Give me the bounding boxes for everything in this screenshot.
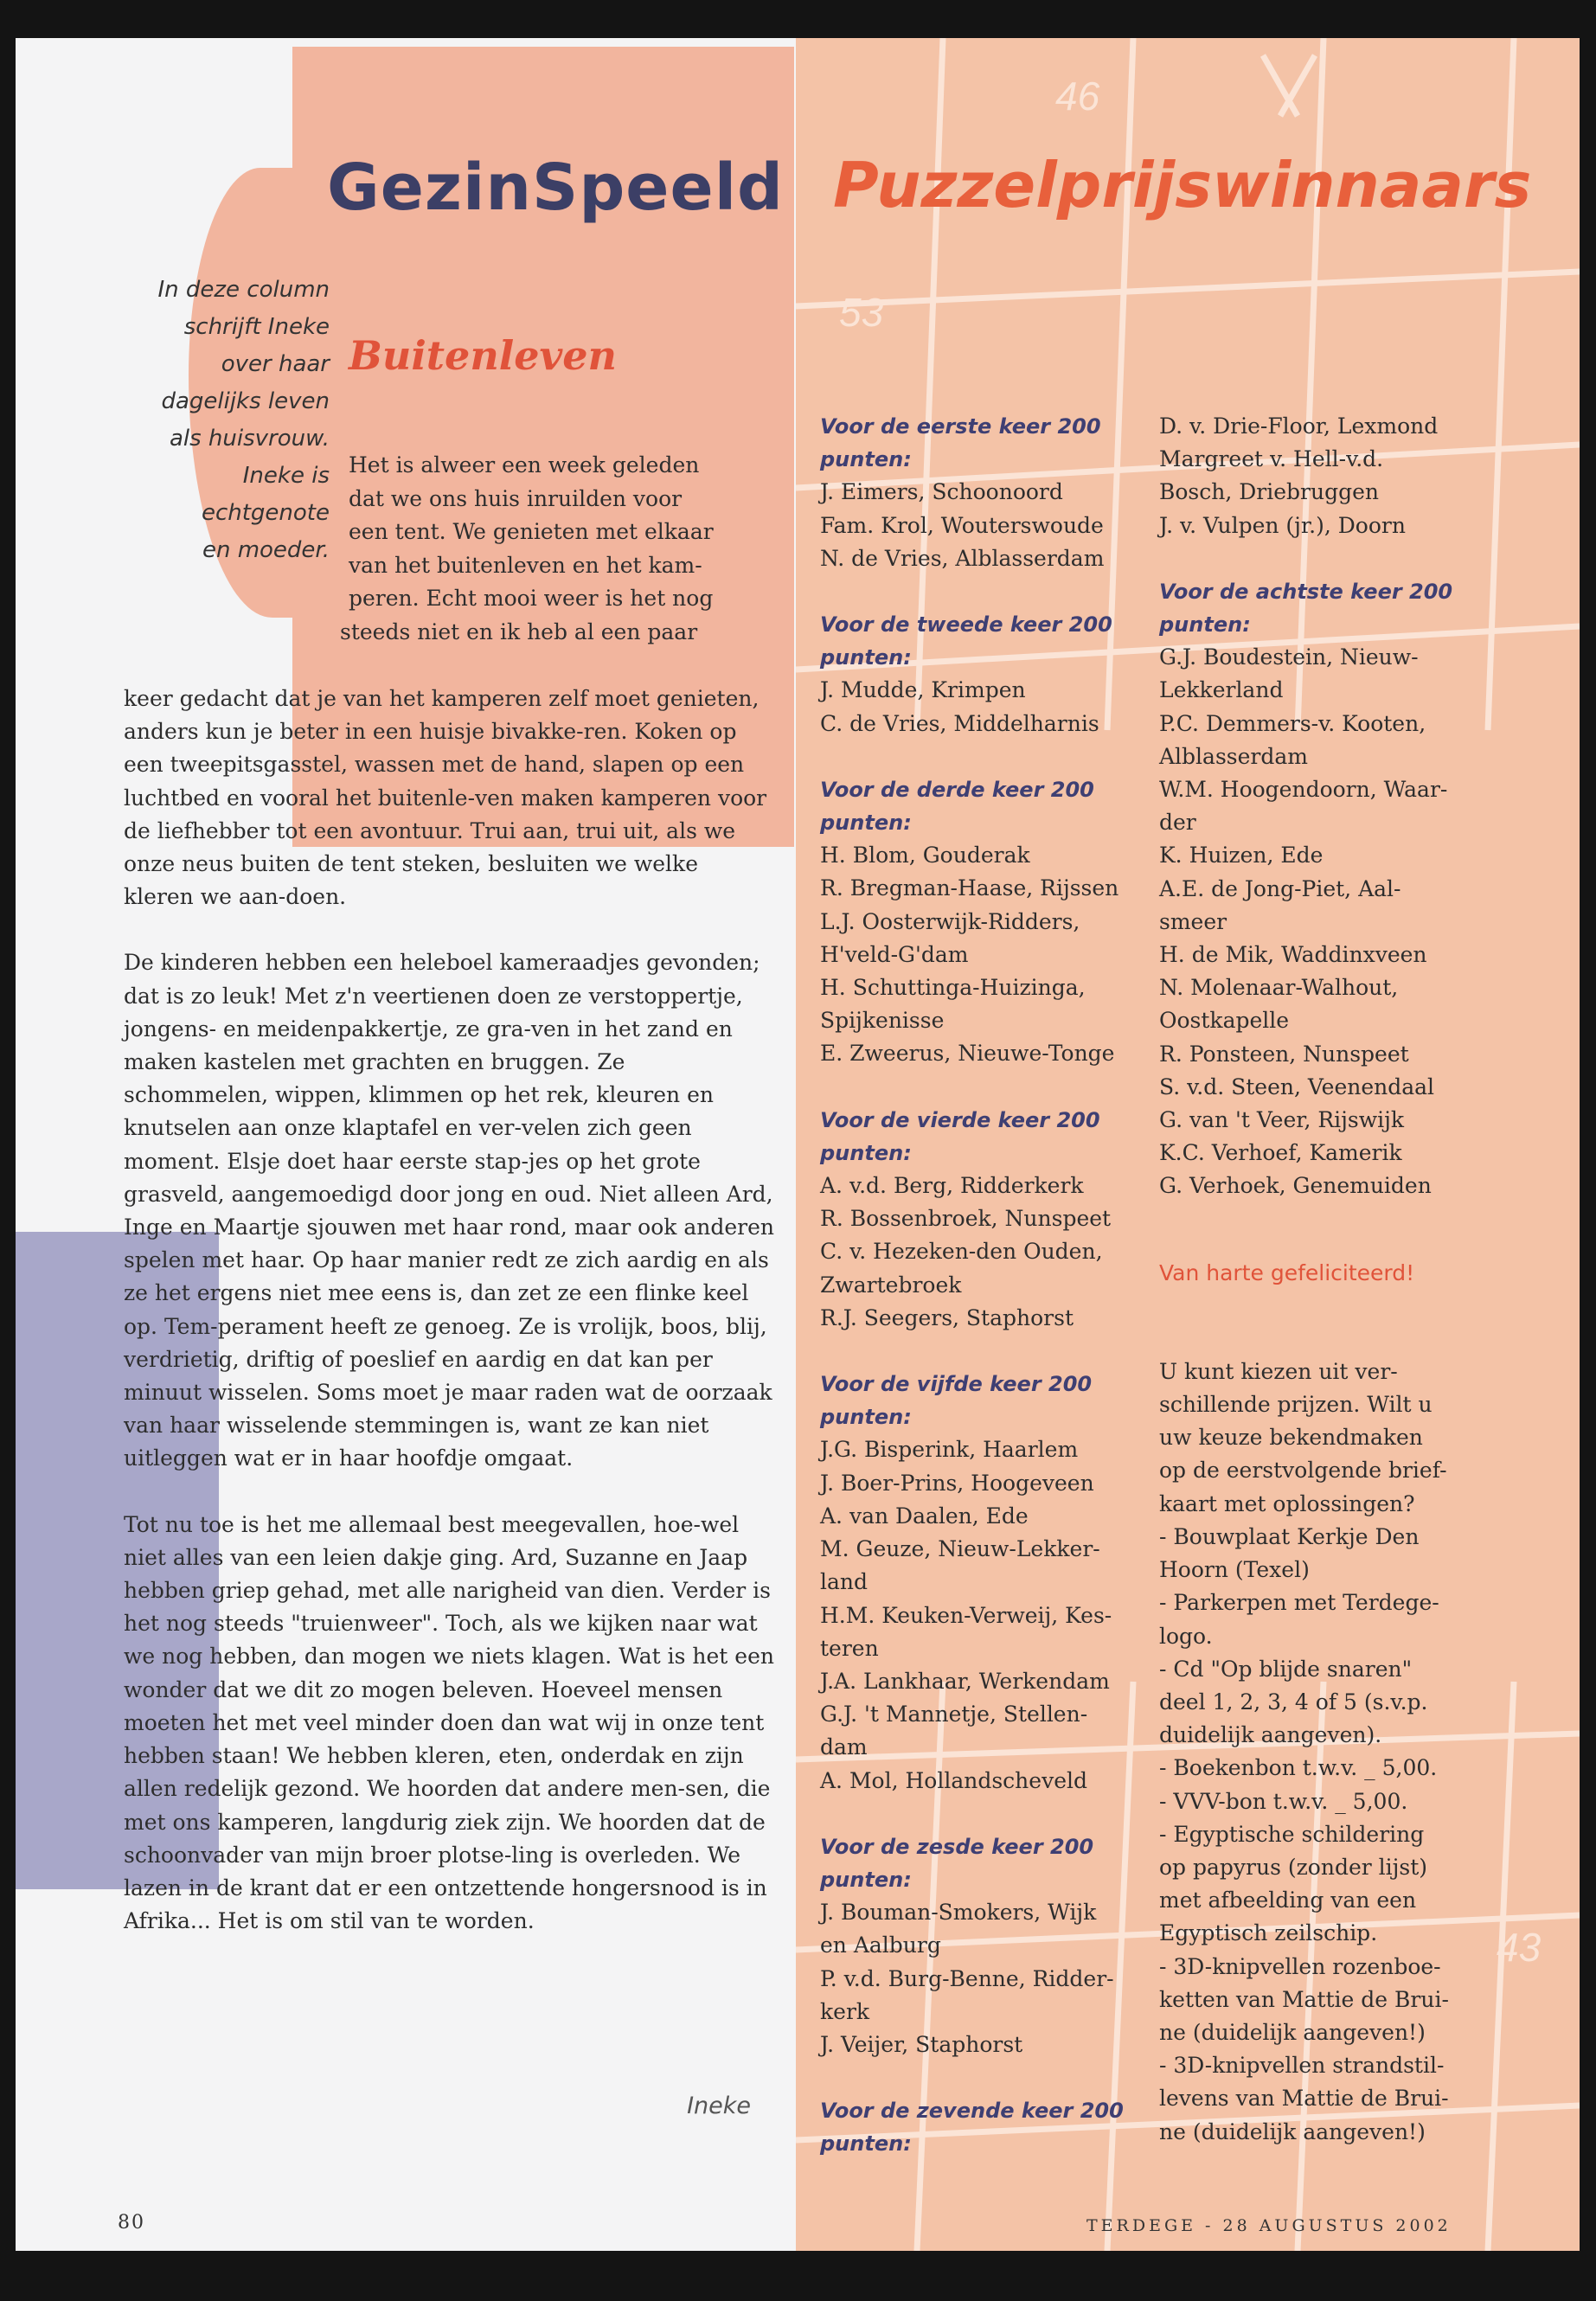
winner-name: H. Blom, Gouderak <box>820 843 1030 868</box>
winner-name: M. Geuze, Nieuw-Lekker- <box>820 1536 1100 1562</box>
prize-item: - Boekenbon t.w.v. _ 5,00. <box>1159 1755 1438 1781</box>
prize-item: - VVV-bon t.w.v. _ 5,00. <box>1159 1788 1408 1814</box>
winner-name: J. Bouman-Smokers, Wijk <box>820 1900 1097 1926</box>
winner-name: Margreet v. Hell-v.d. <box>1159 446 1384 472</box>
intro-line: dagelijks leven <box>161 388 330 414</box>
heading-line: Voor de derde keer 200 <box>820 777 1094 802</box>
prize-item: levens van Mattie de Brui- <box>1159 2086 1449 2112</box>
congratulations-text: Van harte gefeliciteerd! <box>1159 1259 1415 1285</box>
winner-name: R. Bossenbroek, Nunspeet <box>820 1206 1112 1232</box>
winner-name: Lekkerland <box>1159 677 1284 703</box>
group-heading <box>820 410 1157 476</box>
prize-list <box>1159 1521 1488 2149</box>
prize-item: - 3D-knipvellen rozenboe- <box>1159 1953 1441 1979</box>
winner-group <box>820 2094 1157 2160</box>
winner-group <box>820 1368 1157 1798</box>
intro-line: en moeder. <box>202 537 330 563</box>
prize-intro-line: schillende prijzen. Wilt u <box>1159 1392 1433 1418</box>
heading-line: Voor de vierde keer 200 <box>820 1107 1100 1132</box>
lead-line: van het buitenleven en het kam- <box>349 552 702 578</box>
winner-name: Bosch, Driebruggen <box>1159 479 1379 505</box>
winner-name: N. de Vries, Alblasserdam <box>820 545 1105 571</box>
winner-group <box>1159 575 1488 1203</box>
heading-line: Voor de eerste keer 200 <box>820 414 1101 439</box>
winner-name: P.C. Demmers-v. Kooten, <box>1159 710 1426 736</box>
puzzle-winners-title: Puzzelprijswinnaars <box>833 149 1532 221</box>
winner-group <box>820 773 1157 1071</box>
winner-name: Fam. Krol, Wouterswoude <box>820 512 1104 538</box>
lead-line: een tent. We genieten met elkaar <box>349 519 714 544</box>
intro-line: over haar <box>221 351 330 377</box>
group-heading <box>820 2094 1157 2160</box>
heading-line: Voor de zevende keer 200 <box>820 2099 1124 2124</box>
winner-group <box>820 1104 1157 1335</box>
prize-intro-line: op de eerstvolgende brief- <box>1159 1458 1447 1484</box>
prize-item: ne (duidelijk aangeven!) <box>1159 2118 1426 2144</box>
heading-line: punten: <box>820 2131 912 2157</box>
prize-item: - 3D-knipvellen strandstil- <box>1159 2053 1445 2079</box>
winner-name: E. Zweerus, Nieuwe-Tonge <box>820 1041 1115 1067</box>
heading-line: Voor de vijfde keer 200 <box>820 1372 1093 1397</box>
winner-name: J.A. Lankhaar, Werkendam <box>820 1668 1110 1694</box>
article-body <box>124 683 774 1971</box>
prize-item: - Parkerpen met Terdege- <box>1159 1590 1439 1616</box>
lead-line: peren. Echt mooi weer is het nog <box>349 586 714 611</box>
article-lead <box>340 449 755 649</box>
winner-name: H'veld-G'dam <box>820 941 969 967</box>
column-intro <box>98 272 330 569</box>
intro-line: schrijft Ineke <box>183 314 330 340</box>
winner-name: Zwartebroek <box>820 1272 962 1298</box>
prize-item: ketten van Mattie de Brui- <box>1159 1986 1449 2012</box>
prize-item: duidelijk aangeven). <box>1159 1722 1382 1748</box>
group-heading <box>820 608 1157 674</box>
winner-name: Alblasserdam <box>1159 743 1308 769</box>
winner-name: Spijkenisse <box>820 1008 945 1034</box>
prize-item: Hoorn (Texel) <box>1159 1557 1310 1583</box>
winner-name: A. v.d. Berg, Ridderkerk <box>820 1173 1084 1199</box>
prize-item: deel 1, 2, 3, 4 of 5 (s.v.p. <box>1159 1689 1428 1715</box>
winner-name: G. van 't Veer, Rijswijk <box>1159 1107 1405 1133</box>
grid-number: 53 <box>839 290 884 335</box>
winner-name: R. Bregman-Haase, Rijssen <box>820 875 1119 901</box>
winner-name: J. v. Vulpen (jr.), Doorn <box>1159 512 1406 538</box>
winner-name: R. Ponsteen, Nunspeet <box>1159 1041 1409 1067</box>
magazine-spread <box>16 38 1580 2251</box>
winner-name: S. v.d. Steen, Veenendaal <box>1159 1074 1435 1099</box>
winner-name: N. Molenaar-Walhout, <box>1159 975 1399 1001</box>
winner-name: P. v.d. Burg-Benne, Ridder- <box>820 1965 1114 1991</box>
heading-line: punten: <box>820 447 912 472</box>
winner-name: en Aalburg <box>820 1932 941 1958</box>
winner-group <box>820 410 1157 575</box>
paragraph: De kinderen hebben een heleboel kameraadjes gevonden; dat is zo leuk! Met z'n veertienen doen ze verstoppertje, jongens- en meidenpakkertje, ze gra-ven in het zand en maken kastelen met grachten en bruggen. Ze schommelen, wippen, klimmen op het rek, kleuren en knutselen aan onze klaptafel en ver-velen zich geen moment. Elsje doet haar eerste stap-jes op het grote grasveld, aangemoedigd door jong en oud. Niet alleen Ard, Inge en Maartje sjouwen met haar rond, maar ook anderen spelen met haar. Op haar manier redt ze zich aardig en als ze het ergens niet mee eens is, dan zet ze een flinke keel op. Tem-perament heeft ze genoeg. Ze is vrolijk, boos, blij, verdrietig, driftig of poeslief en aardig en dat kan per minuut wisselen. Soms moet je maar raden wat de oorzaak van haar wisselende stemmingen is, want ze kan niet uitleggen wat er in haar hoofdje omgaat. <box>124 950 775 1471</box>
winner-name: A.E. de Jong-Piet, Aal- <box>1159 875 1401 901</box>
prize-item: - Cd "Op blijde snaren" <box>1159 1656 1413 1682</box>
winner-name: K.C. Verhoef, Kamerik <box>1159 1140 1402 1166</box>
column-title: GezinSpeeld <box>327 151 785 225</box>
lead-line: dat we ons huis inruilden voor <box>349 485 683 511</box>
paragraph: Tot nu toe is het me allemaal best meegevallen, hoe-wel niet alles van een leien dakje ging. Ard, Suzanne en Jaap hebben griep gehad, met alle narigheid van dien. Verder is het nog steeds "truienweer". Toch, als we kijken naar wat we nog hebben, dan mogen we niets klagen. Wat is het een wonder dat we dit zo mogen beleven. Hoeveel mensen moeten het met veel minder doen dan wat wij in onze tent hebben staan! We hebben kleren, eten, onderdak en zijn allen redelijk gezond. We hoorden dat andere men-sen, die met ons kamperen, langdurig ziek zijn. We hoorden dat de schoonvader van mijn broer plotse-ling is overleden. We lazen in de krant dat er een ontzettende hongersnood is in Afrika... Het is om stil van te worden. <box>124 1511 774 1934</box>
paragraph: keer gedacht dat je van het kamperen zelf moet genieten, anders kun je beter in een huisje bivakke-ren. Koken op een tweepitsgasstel, wassen met de hand, slapen op een luchtbed en vooral het buitenle-ven maken kamperen voor de liefhebber tot een avontuur. Trui aan, trui uit, als we onze neus buiten de tent steken, besluiten we welke kleren we aan-doen. <box>124 686 767 910</box>
heading-line: Voor de tweede keer 200 <box>820 612 1112 638</box>
article-subtitle: Buitenleven <box>349 332 617 379</box>
heading-line: punten: <box>820 1405 912 1430</box>
intro-line: Ineke is <box>242 463 330 489</box>
winner-group-continued <box>1159 410 1488 542</box>
prize-item: Egyptisch zeilschip. <box>1159 1920 1378 1946</box>
intro-line: In deze column <box>157 277 330 303</box>
grid-number: 43 <box>1497 1925 1542 1970</box>
winner-name: C. de Vries, Middelharnis <box>820 710 1099 736</box>
winner-name: J. Mudde, Krimpen <box>820 677 1026 703</box>
lead-line: steeds niet en ik heb al een paar <box>340 619 698 644</box>
author-signature: Ineke <box>687 2093 751 2119</box>
prize-item: met afbeelding van een <box>1159 1888 1417 1913</box>
prize-intro-line: uw keuze bekendmaken <box>1159 1425 1423 1451</box>
winner-name: H. de Mik, Waddinxveen <box>1159 942 1427 968</box>
prize-item: op papyrus (zonder lijst) <box>1159 1854 1428 1880</box>
winner-name: G. Verhoek, Genemuiden <box>1159 1173 1432 1199</box>
winner-name: land <box>820 1569 869 1595</box>
prize-item: ne (duidelijk aangeven!) <box>1159 2019 1426 2045</box>
grid-number: 46 <box>1055 74 1100 119</box>
winner-name: kerk <box>820 1998 870 2024</box>
group-heading <box>820 1830 1157 1896</box>
winner-name: H.M. Keuken-Verweij, Kes- <box>820 1602 1112 1628</box>
winner-name: G.J. 't Mannetje, Stellen- <box>820 1702 1088 1727</box>
winner-name: G.J. Boudestein, Nieuw- <box>1159 644 1419 670</box>
winner-name: W.M. Hoogendoorn, Waar- <box>1159 777 1448 803</box>
heading-line: punten: <box>820 811 912 836</box>
winner-name: dam <box>820 1734 868 1760</box>
group-heading <box>820 1368 1157 1433</box>
prize-item: - Egyptische schildering <box>1159 1821 1425 1847</box>
winner-name: Oostkapelle <box>1159 1008 1290 1034</box>
intro-line: als huisvrouw. <box>169 426 330 452</box>
prize-intro <box>1159 1356 1488 1521</box>
winner-name: teren <box>820 1635 879 1661</box>
winner-group <box>820 608 1157 740</box>
heading-line: punten: <box>1159 612 1251 638</box>
heading-line: punten: <box>820 645 912 670</box>
winner-name: J. Boer-Prins, Hoogeveen <box>820 1470 1094 1496</box>
page-number: 80 <box>118 2212 145 2234</box>
winner-group <box>820 1830 1157 2061</box>
prize-intro-line: U kunt kiezen uit ver- <box>1159 1358 1398 1384</box>
group-heading <box>820 1104 1157 1170</box>
heading-line: Voor de achtste keer 200 <box>1159 579 1453 604</box>
winner-name: der <box>1159 810 1196 836</box>
winner-name: J. Veijer, Staphorst <box>820 2031 1023 2057</box>
winner-name: smeer <box>1159 908 1227 934</box>
winners-column-right <box>1159 410 1488 2149</box>
group-heading <box>820 773 1157 839</box>
prize-item: - Bouwplaat Kerkje Den <box>1159 1523 1420 1549</box>
winner-name: J.G. Bisperink, Haarlem <box>820 1437 1079 1463</box>
winner-name: L.J. Oosterwijk-Ridders, <box>820 908 1080 934</box>
winner-name: K. Huizen, Ede <box>1159 843 1324 868</box>
heading-line: punten: <box>820 1867 912 1892</box>
heading-line: punten: <box>820 1140 912 1165</box>
winner-name: D. v. Drie-Floor, Lexmond <box>1159 413 1439 439</box>
intro-line: echtgenote <box>201 500 330 526</box>
winners-column-left <box>820 410 1157 2194</box>
heading-line: Voor de zesde keer 200 <box>820 1834 1094 1859</box>
lead-line: Het is alweer een week geleden <box>349 452 700 478</box>
winner-name: H. Schuttinga-Huizinga, <box>820 975 1086 1001</box>
winner-name: A. van Daalen, Ede <box>820 1503 1029 1529</box>
magazine-footer: TERDEGE - 28 AUGUSTUS 2002 <box>1086 2216 1452 2235</box>
winner-name: C. v. Hezeken-den Ouden, <box>820 1239 1103 1265</box>
winner-name: R.J. Seegers, Staphorst <box>820 1304 1074 1330</box>
group-heading <box>1159 575 1488 641</box>
winner-name: J. Eimers, Schoonoord <box>820 479 1063 505</box>
prize-intro-line: kaart met oplossingen? <box>1159 1490 1415 1516</box>
prize-item: logo. <box>1159 1623 1213 1649</box>
winner-name: A. Mol, Hollandscheveld <box>820 1767 1087 1793</box>
